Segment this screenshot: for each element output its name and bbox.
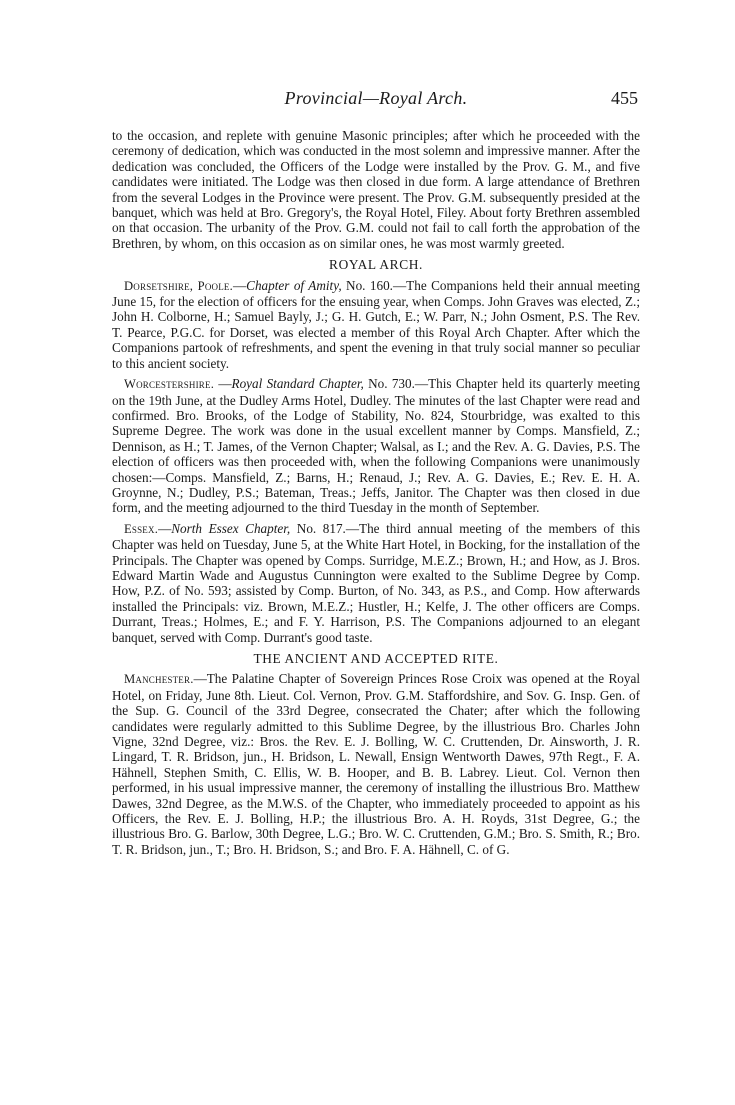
report-text: —The Palatine Chapter of Sovereign Princes Rose Croix was opened at the Royal Hotel, on Friday, June 8th. Lieut. Col. Vernon, Prov. G.M. Staffordshire, and Sov. G. Insp. Gen. of the Sup. G. Council of the 33rd Degree, consecrated the Chater; after which the following candidates were regularly admitted to this Sublime Degree, by the illustrious Bro. Charles John Vigne, 32nd Degree, viz.: Bros. the Rev. E. J. Bolling, W. C. Cruttenden, Dr. Ainsworth, J. R. Lingard, T. R. Bridson, jun., H. Bridson, L. Newall, Ensign Wentworth Dawes, 97th Regt., F. A. Hähnell, Stephen Smith, C. Ellis, W. B. Hooper, and B. B. Labrey. Lieut. Col. Vernon then performed, in his usual impressive manner, the ceremony of installing the illustrious Bro. Matthew Dawes, 32nd Degree, as the M.W.S. of the Chapter, who immediately proceeded to appoint as his Officers, the Rev. E. J. Bolling, H.P.; the illustrious Bro. A. H. Royds, 31st Degree, G.; the illustrious Bro. G. Barlow, 30th Degree, L.G.; Bro. W. C. Cruttenden, G.M.; Bro. S. Smith, R.; Bro. T. R. Bridson, jun., T.; Bro. H. Bridson, S.; and Bro. F. A. Hähnell, C. of G. (112, 671, 640, 857)
page-number: 455 (611, 88, 638, 108)
report-text: No. 817.—The third annual meeting of the members of this Chapter was held on Tuesday, June 5, at the White Hart Hotel, in Bocking, for the installation of the Principals. The Chapter was opened by Comps. Surridge, M.E.Z.; Brown, H.; and How, as J. Bros. Edward Martin Wade and Augustus Cunnington were exalted to the Sublime Degree by Comp. How, P.Z. of No. 593; assisted by Comp. Burton, of No. 343, as P.S., and Comp. How afterwards installed the Principals: viz. Brown, M.E.Z.; Hustler, H.; Kelfe, J. The other officers are Comps. Durrant, Treas.; Holmes, E.; and F. Y. Harrison, P.S. The Companions adjourned to an elegant banquet, served with Comp. Durrant's good taste. (112, 520, 640, 645)
chapter-name: North Essex Chapter, (171, 520, 291, 536)
report-text: No. 160.—The Companions held their annual meeting June 15, for the election of officers for the ensuing year, when Comps. John Graves was elected, Z.; John H. Colborne, H.; Samuel Bayly, J.; G. H. Gutch, E.; W. Parr, N.; John Osment, P.S. The Rev. T. Pearce, P.G.C. for Dorset, was elected a member of this Royal Arch Chapter. After which the Companions partook of refreshments, and spent the evening in that truly social manner so peculiar to this ancient society. (112, 277, 641, 371)
chapter-name: Chapter of Amity, (246, 277, 342, 293)
article-body (112, 128, 640, 862)
report-manchester (112, 671, 640, 857)
report-essex (112, 521, 640, 645)
dash: — (214, 376, 232, 392)
place-name: Dorsetshire, Poole. (124, 278, 233, 293)
report-text: No. 730.—This Chapter held its quarterly meeting on the 19th June, at the Dudley Arms Hotel, Dudley. The minutes of the last Chapter were read and confirmed. Bro. Brooks, of the Lodge of Stability, No. 824, Stourbridge, was exalted to this Supreme Degree. The work was done in the usual excellent manner by Comps. Mansfield, Z.; Dennison, as H.; T. James, of the Vernon Chapter; Walsal, as I.; and the Rev. A. G. Davies, P.S. The election of officers was then proceeded with, when the following Companions were unanimously chosen:—Comps. Mansfield, Z.; Barns, H.; Renaud, J.; Rev. A. G. Davies, E.; Rev. E. H. A. Groynne, N.; Dudley, P.S.; Bateman, Treas.; Jeffs, Janitor. The Chapter was then closed in due form, and the meeting adjourned to the third Tuesday in the month of September. (112, 376, 640, 516)
dash: — (232, 277, 247, 293)
chapter-name: Royal Standard Chapter, (231, 376, 364, 392)
dash: — (158, 520, 172, 536)
running-title: Provincial—Royal Arch. (284, 88, 468, 108)
running-header (112, 88, 640, 118)
place-name: Manchester. (124, 672, 194, 687)
report-worcestershire (112, 376, 640, 516)
section-heading-royal-arch: ROYAL ARCH. (329, 257, 423, 273)
opening-paragraph: to the occasion, and replete with genuine Masonic principles; after which he proceeded with the ceremony of dedication, which was conducted in the most solemn and impressive manner. After the dedication was concluded, the Officers of the Lodge were installed by the Prov. G. M., and five candidates were initiated. The Lodge was then closed in due form. A large attendance of Brethren from the several Lodges in the Province were present. The Prov. G.M. subsequently presided at the banquet, which was held at Bro. Gregory's, the Royal Hotel, Filey. About forty Brethren assembled on that occasion. The urbanity of the Prov. G.M. could not fail to call forth the approbation of the Brethren, by whom, on this occasion as on similar ones, he was most warmly greeted. (112, 128, 640, 251)
place-name: Worcestershire. (124, 377, 215, 392)
report-dorsetshire (112, 278, 640, 371)
place-name: Essex. (124, 521, 159, 536)
section-heading-ancient-accepted-rite: THE ANCIENT AND ACCEPTED RITE. (253, 651, 499, 666)
